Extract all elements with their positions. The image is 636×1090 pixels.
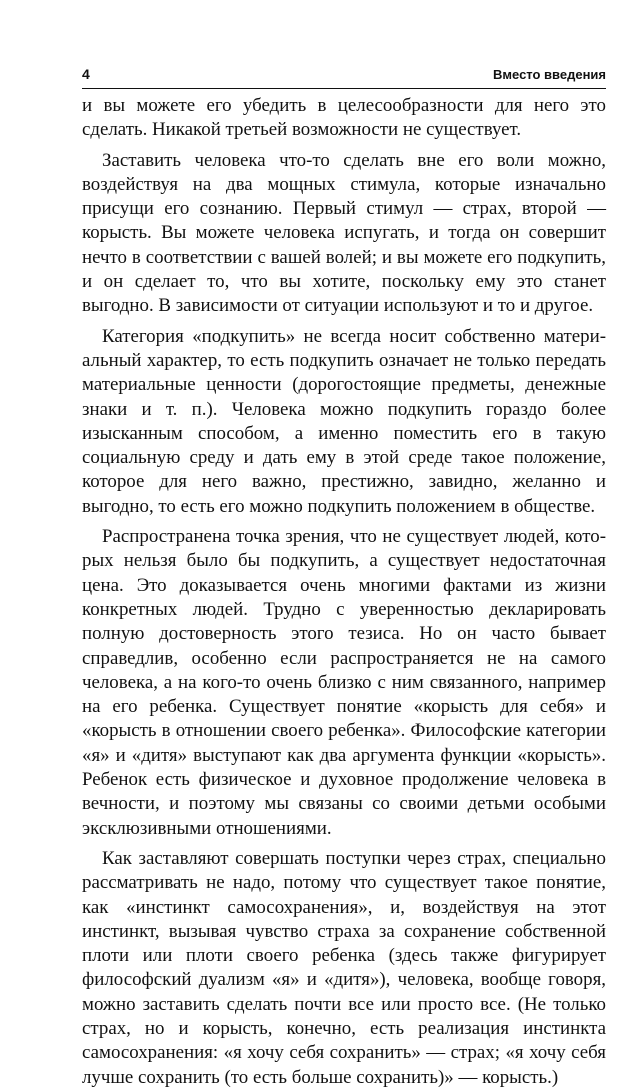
body-text <box>82 94 606 1090</box>
page-number: 4 <box>82 66 90 82</box>
paragraph: Заставить человека что-то сделать вне его воли можно, воздействуя на два мощных стимула, которые изначально присущи его сознанию. Первый стимул — страх, второй — корысть. Вы можете человека испугать, и тогда он совершит нечто в соответствии с вашей волей; и вы можете его подкупить, и он сделает то, что вы хотите, поскольку ему это станет выгодно. В зависимости от ситуации используют и то и другое. <box>82 149 606 317</box>
paragraph: Распространена точка зрения, что не существует людей, которых нельзя было бы подкупить, а существует недостаточная цена. Это доказывается очень многими фактами из жизни конкретных людей. Трудно с уверенностью декларировать полную достоверность этого тезиса. Но он часто бывает справедлив, особенно если распространяется не на самого человека, а на кого-то очень близко с ним связанного, например на его ребенка. Существует понятие «корысть для себя» и «корысть в отношении своего ребенка». Философские категории «я» и «дитя» выступают как два аргумента функции «корысть». Ребенок есть физическое и духовное продолжение человека в вечности, и поэтому мы связаны со своими детьми особыми эксклюзивными отношениями. <box>82 526 606 839</box>
running-header <box>82 64 606 89</box>
paragraph: Категория «подкупить» не всегда носит собственно материальный характер, то есть подкупить означает не только передать материальные ценности (дорогостоящие предметы, денежные знаки и т. п.). Человека можно подкупить гораздо более изысканным способом, а именно поместить его в такую социальную среду и дать ему в этой среде такое положение, которое для него важно, престижно, завидно, желанно и выгодно, то есть его можно подкупить положением в обществе. <box>82 325 606 517</box>
paragraph: Как заставляют совершать поступки через страх, специально рассматривать не надо, потому что существует такое понятие, как «инстинкт самосохранения», и, воздействуя на этот инстинкт, вызывая чувство страха за сохранение собственной плоти или плоти своего ребенка (здесь также фигурирует философский дуализм «я» и «дитя»), человека, вообще говоря, можно заставить сделать почти все или просто все. (Не только страх, но и корысть, конечно, есть реализация инстинкта самосохранения: «я хочу себя сохранить» — страх; «я хочу себя лучше сохранить (то есть больше сохранить)» — корысть.) <box>82 847 606 1088</box>
paragraph-continuation: и вы можете его убедить в целесообразности для него это сделать. Никакой третьей возможности не существует. <box>82 95 606 141</box>
section-title: Вместо введения <box>493 67 606 82</box>
